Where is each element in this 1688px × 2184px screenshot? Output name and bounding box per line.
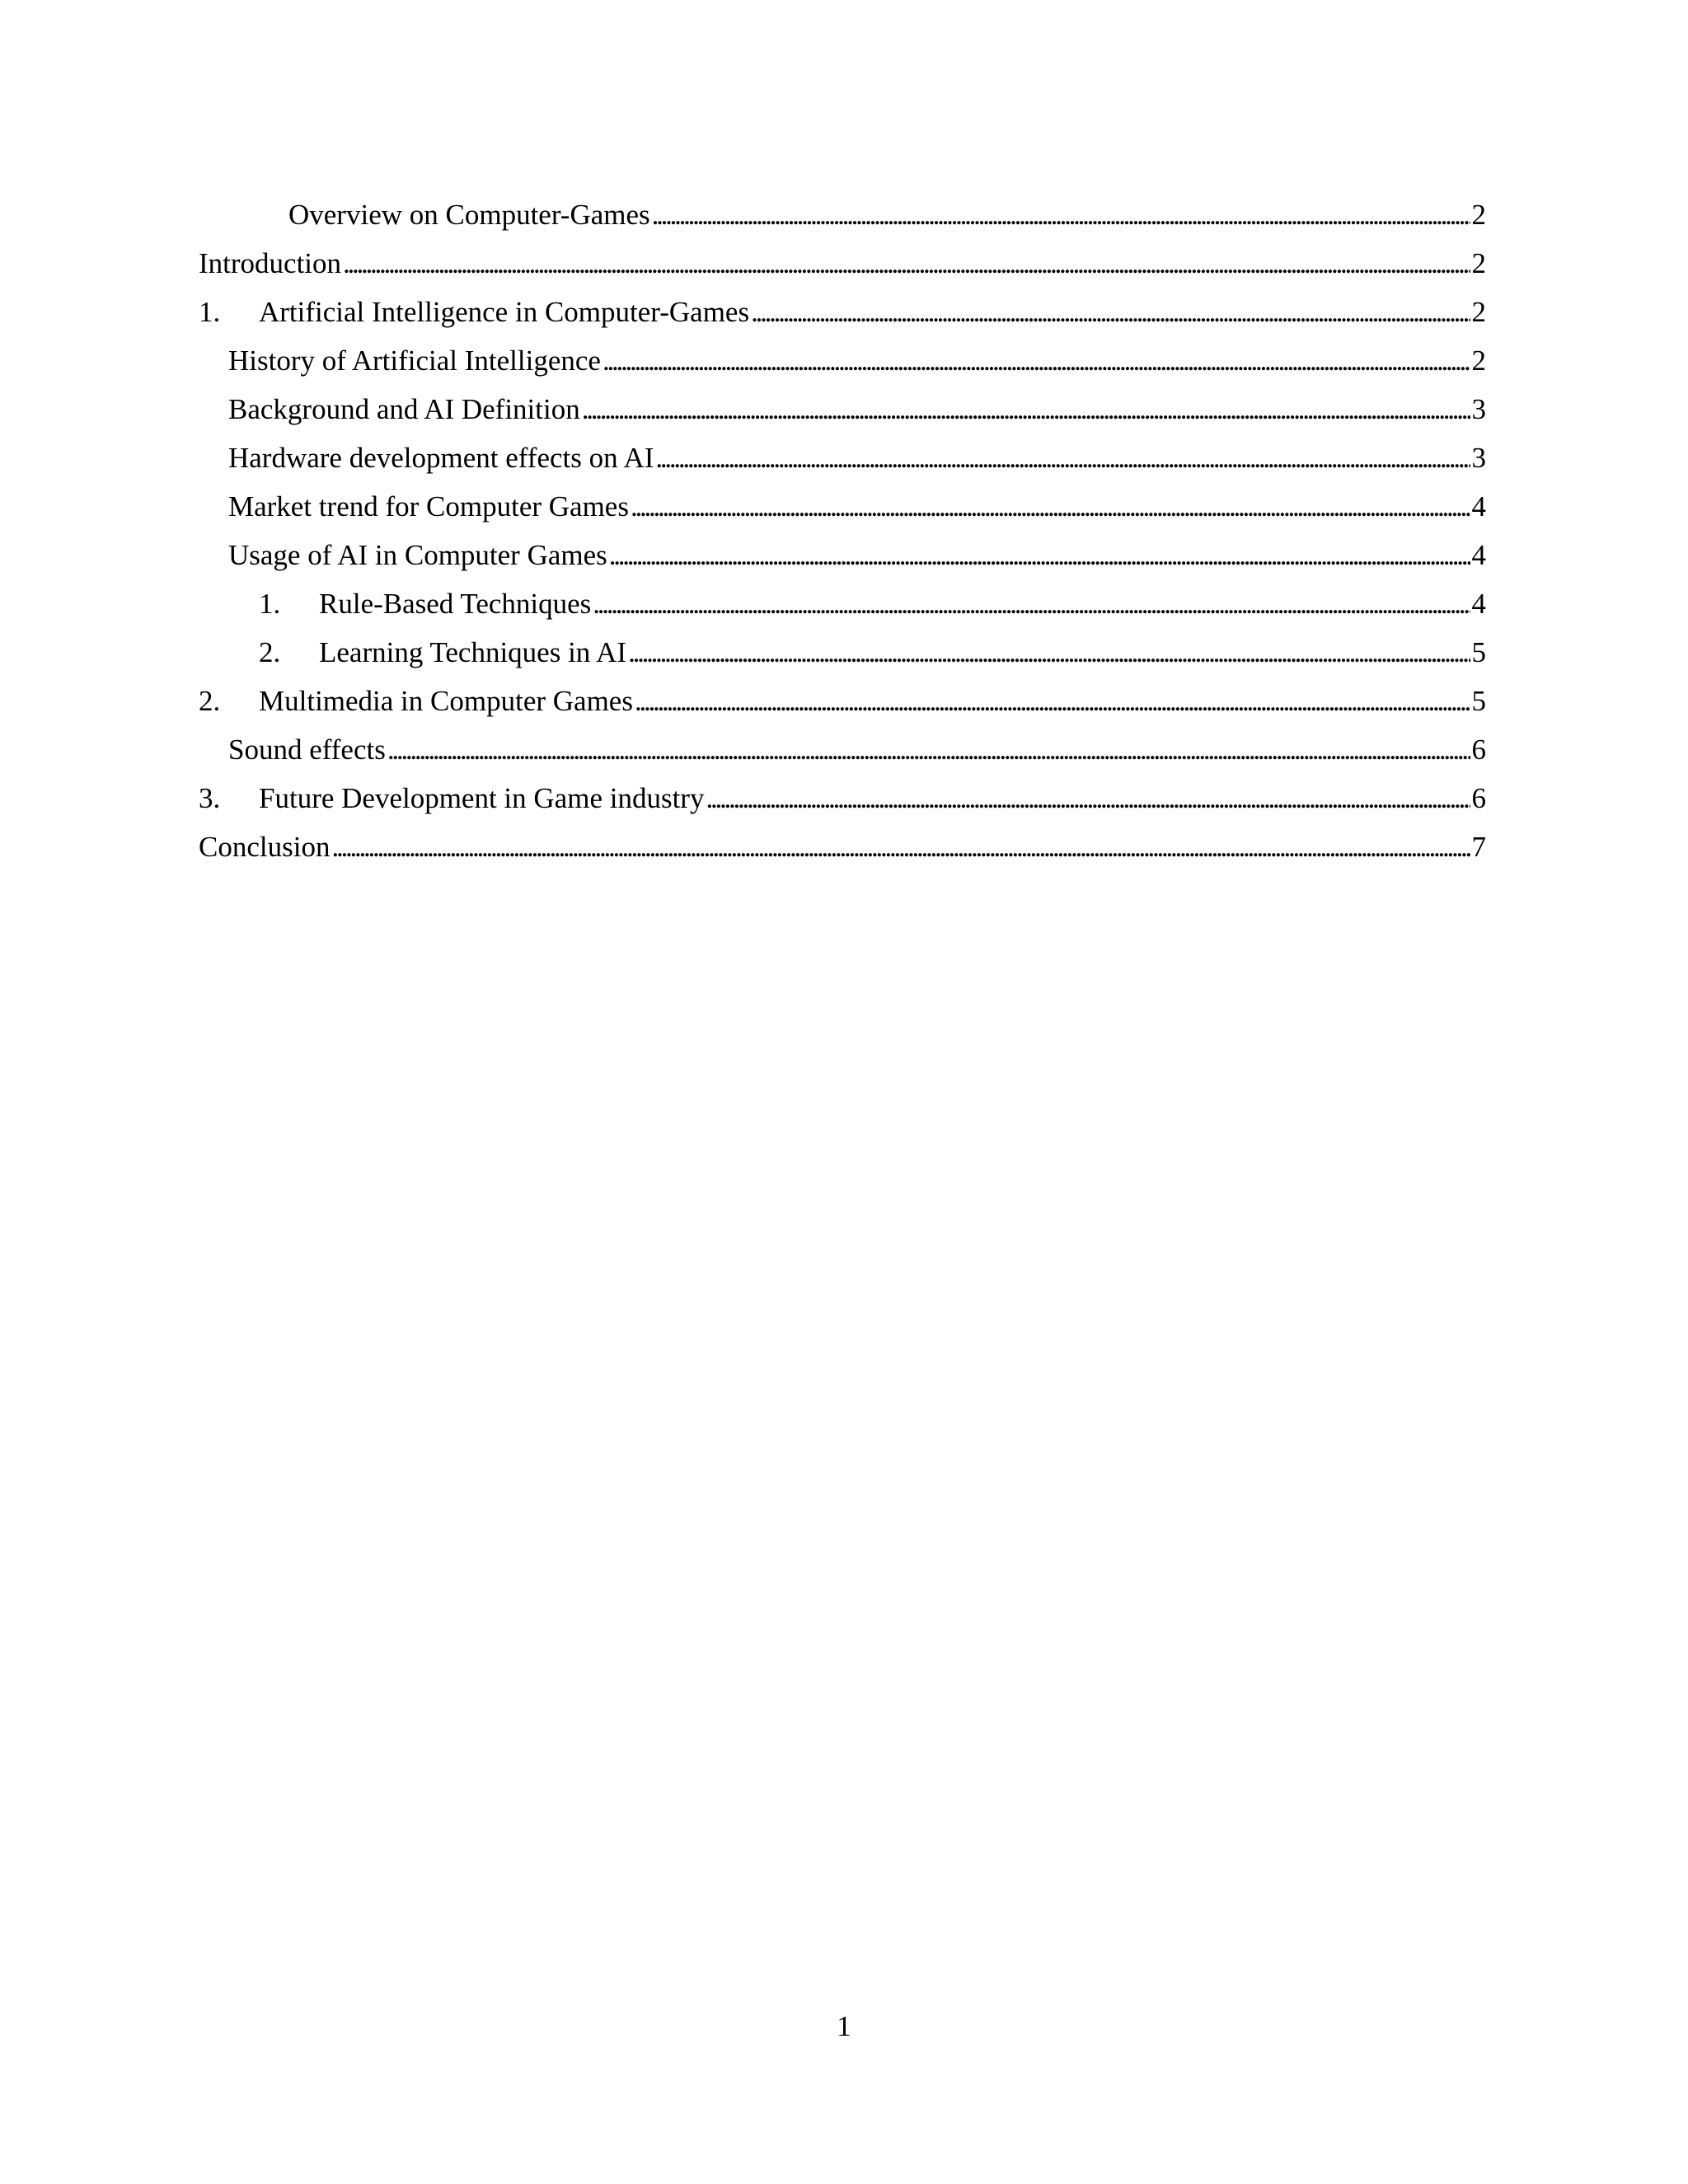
toc-entry-page: 3 bbox=[1471, 442, 1486, 474]
toc-entry[interactable] bbox=[199, 243, 1486, 292]
toc-entry-title: Usage of AI in Computer Games bbox=[228, 539, 607, 571]
toc-entry[interactable] bbox=[199, 486, 1486, 535]
toc-entry[interactable] bbox=[199, 194, 1486, 243]
dot-leader bbox=[603, 340, 1470, 382]
toc-entry-title: Background and AI Definition bbox=[228, 393, 580, 425]
toc-entry[interactable] bbox=[199, 778, 1486, 827]
toc-entry-page: 6 bbox=[1471, 782, 1486, 814]
toc-entry-title: Conclusion bbox=[199, 831, 331, 863]
toc-entry-title: Multimedia in Computer Games bbox=[259, 685, 633, 717]
toc-entry-page: 2 bbox=[1471, 344, 1486, 377]
toc-entry-title: Learning Techniques in AI bbox=[319, 636, 627, 668]
toc-entry-number: 2. bbox=[199, 685, 221, 717]
toc-entry-title: Artificial Intelligence in Computer-Games bbox=[259, 296, 750, 328]
toc-entry-title: Sound effects bbox=[228, 733, 386, 766]
toc-entry[interactable] bbox=[199, 535, 1486, 583]
toc-entry-title: Future Development in Game industry bbox=[259, 782, 705, 814]
dot-leader bbox=[343, 243, 1470, 284]
toc-entry-page: 4 bbox=[1471, 490, 1486, 523]
table-of-contents bbox=[199, 194, 1486, 875]
toc-entry-page: 5 bbox=[1471, 685, 1486, 717]
dot-leader bbox=[631, 486, 1470, 527]
toc-entry[interactable] bbox=[199, 583, 1486, 632]
toc-entry-title: Overview on Computer-Games bbox=[288, 199, 650, 231]
toc-entry[interactable] bbox=[199, 827, 1486, 875]
toc-entry-title: History of Artificial Intelligence bbox=[228, 344, 601, 377]
toc-entry-page: 4 bbox=[1471, 539, 1486, 571]
toc-entry-number: 1. bbox=[199, 296, 221, 328]
toc-entry-page: 2 bbox=[1471, 296, 1486, 328]
dot-leader bbox=[582, 389, 1470, 430]
dot-leader bbox=[655, 438, 1470, 479]
dot-leader bbox=[609, 535, 1470, 576]
dot-leader bbox=[387, 729, 1470, 771]
toc-entry-page: 5 bbox=[1471, 636, 1486, 668]
dot-leader bbox=[751, 292, 1470, 333]
toc-entry-title: Market trend for Computer Games bbox=[228, 490, 629, 523]
toc-entry[interactable] bbox=[199, 729, 1486, 778]
toc-entry-title: Introduction bbox=[199, 247, 342, 279]
toc-entry-page: 4 bbox=[1471, 588, 1486, 620]
dot-leader bbox=[652, 194, 1470, 236]
toc-entry-page: 2 bbox=[1471, 247, 1486, 279]
toc-entry[interactable] bbox=[199, 292, 1486, 340]
dot-leader bbox=[635, 681, 1470, 722]
toc-entry[interactable] bbox=[199, 438, 1486, 486]
toc-entry-number: 1. bbox=[259, 588, 281, 620]
toc-entry-page: 2 bbox=[1471, 199, 1486, 231]
dot-leader bbox=[331, 827, 1470, 868]
toc-entry-page: 6 bbox=[1471, 733, 1486, 766]
toc-entry[interactable] bbox=[199, 681, 1486, 729]
toc-entry[interactable] bbox=[199, 632, 1486, 681]
toc-entry[interactable] bbox=[199, 389, 1486, 438]
toc-entry-title: Hardware development effects on AI bbox=[228, 442, 654, 474]
toc-entry-title: Rule-Based Techniques bbox=[319, 588, 592, 620]
dot-leader bbox=[628, 632, 1470, 673]
page-number: 1 bbox=[837, 2010, 851, 2042]
toc-entry-page: 7 bbox=[1471, 831, 1486, 863]
dot-leader bbox=[706, 778, 1470, 819]
dot-leader bbox=[593, 583, 1470, 625]
toc-entry-number: 3. bbox=[199, 782, 221, 814]
toc-entry[interactable] bbox=[199, 340, 1486, 389]
toc-entry-number: 2. bbox=[259, 636, 281, 668]
toc-entry-page: 3 bbox=[1471, 393, 1486, 425]
